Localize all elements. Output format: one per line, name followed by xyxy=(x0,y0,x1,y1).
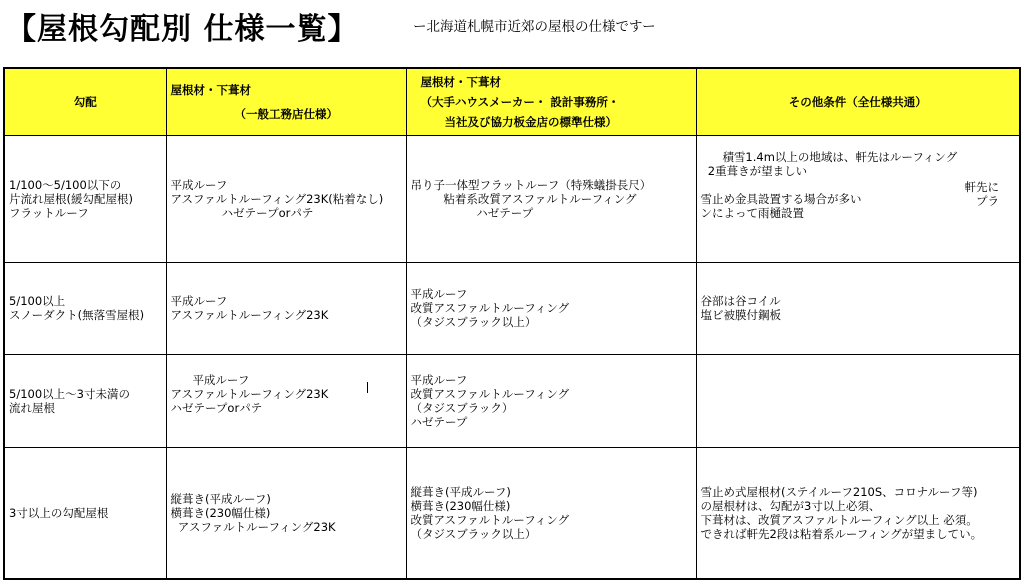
cell-slope: 5/100以上～3寸未満の 流れ屋根 xyxy=(4,354,166,447)
table-row xyxy=(4,135,1020,262)
header-general-line-2: （一般工務店仕様） xyxy=(234,106,338,121)
cell-other-extra-1: 軒先に xyxy=(964,179,999,194)
header-general-line-1: 屋根材・下葺材 xyxy=(170,82,251,97)
header-standard-line-3: 当社及び協力板金店の標準仕様） xyxy=(444,114,617,129)
table-row xyxy=(4,354,1020,447)
cell-standard: 吊り子一体型フラットルーフ（特殊蟻掛長尺） 粘着系改質アスファルトルーフィング ハゼテープ xyxy=(406,135,696,262)
cell-other-text: 積雪1.4m以上の地域は、軒先はルーフィング 2重葺きが望ましい 雪止め金具設置する場合が多い ンによって雨樋設置 xyxy=(700,149,958,220)
text-cursor-mark xyxy=(367,382,368,393)
header-standard xyxy=(406,68,696,135)
page-subtitle: ー北海道札幌市近郊の屋根の仕様ですー xyxy=(413,19,656,35)
cell-other-extra-2: プラ xyxy=(976,193,999,208)
header-general xyxy=(166,68,406,135)
cell-general: 縦葺き(平成ルーフ) 横葺き(230幅仕様) アスファルトルーフィング23K xyxy=(166,447,406,579)
cell-standard: 平成ルーフ 改質アスファルトルーフィング （タジスブラック以上） xyxy=(406,262,696,354)
cell-other: 谷部は谷コイル 塩ビ被膜付鋼板 xyxy=(696,262,1020,354)
table-row xyxy=(4,447,1020,579)
cell-general: 平成ルーフ アスファルトルーフィング23K(粘着なし) ハゼテープorパテ xyxy=(166,135,406,262)
header-standard-line-1: 屋根材・下葺材 xyxy=(420,74,501,89)
header-other: その他条件（全仕様共通） xyxy=(696,68,1020,135)
cell-general: 平成ルーフ アスファルトルーフィング23K xyxy=(166,262,406,354)
cell-slope: 1/100～5/100以下の 片流れ屋根(緩勾配屋根) フラットルーフ xyxy=(4,135,166,262)
cell-standard: 平成ルーフ 改質アスファルトルーフィング （タジスブラック） ハゼテープ xyxy=(406,354,696,447)
header-standard-line-2: （大手ハウスメーカー・ 設計事務所・ xyxy=(420,94,620,109)
header-slope: 勾配 xyxy=(4,68,166,135)
cell-general-text: 平成ルーフ アスファルトルーフィング23K ハゼテープorパテ xyxy=(170,372,329,415)
cell-slope: 3寸以上の勾配屋根 xyxy=(4,447,166,579)
page-title: 【屋根勾配別 仕様一覧】 xyxy=(6,12,359,47)
cell-standard: 縦葺き(平成ルーフ) 横葺き(230幅仕様) 改質アスファルトルーフィング （タジスブラック以上） xyxy=(406,447,696,579)
cell-other: 雪止め式屋根材(ステイルーフ210S、コロナルーフ等) の屋根材は、勾配が3寸以上必須、 下葺材は、改質アスファルトルーフィング以上 必須。 できれば軒先2段は粘着系ルーフィングが望ましてい。 xyxy=(696,447,1020,579)
cell-other xyxy=(696,135,1020,262)
cell-general xyxy=(166,354,406,447)
cell-other xyxy=(696,354,1020,447)
cell-slope: 5/100以上 スノーダクト(無落雪屋根) xyxy=(4,262,166,354)
roof-spec-table xyxy=(3,67,1021,580)
table-row xyxy=(4,262,1020,354)
header-row xyxy=(4,68,1020,135)
